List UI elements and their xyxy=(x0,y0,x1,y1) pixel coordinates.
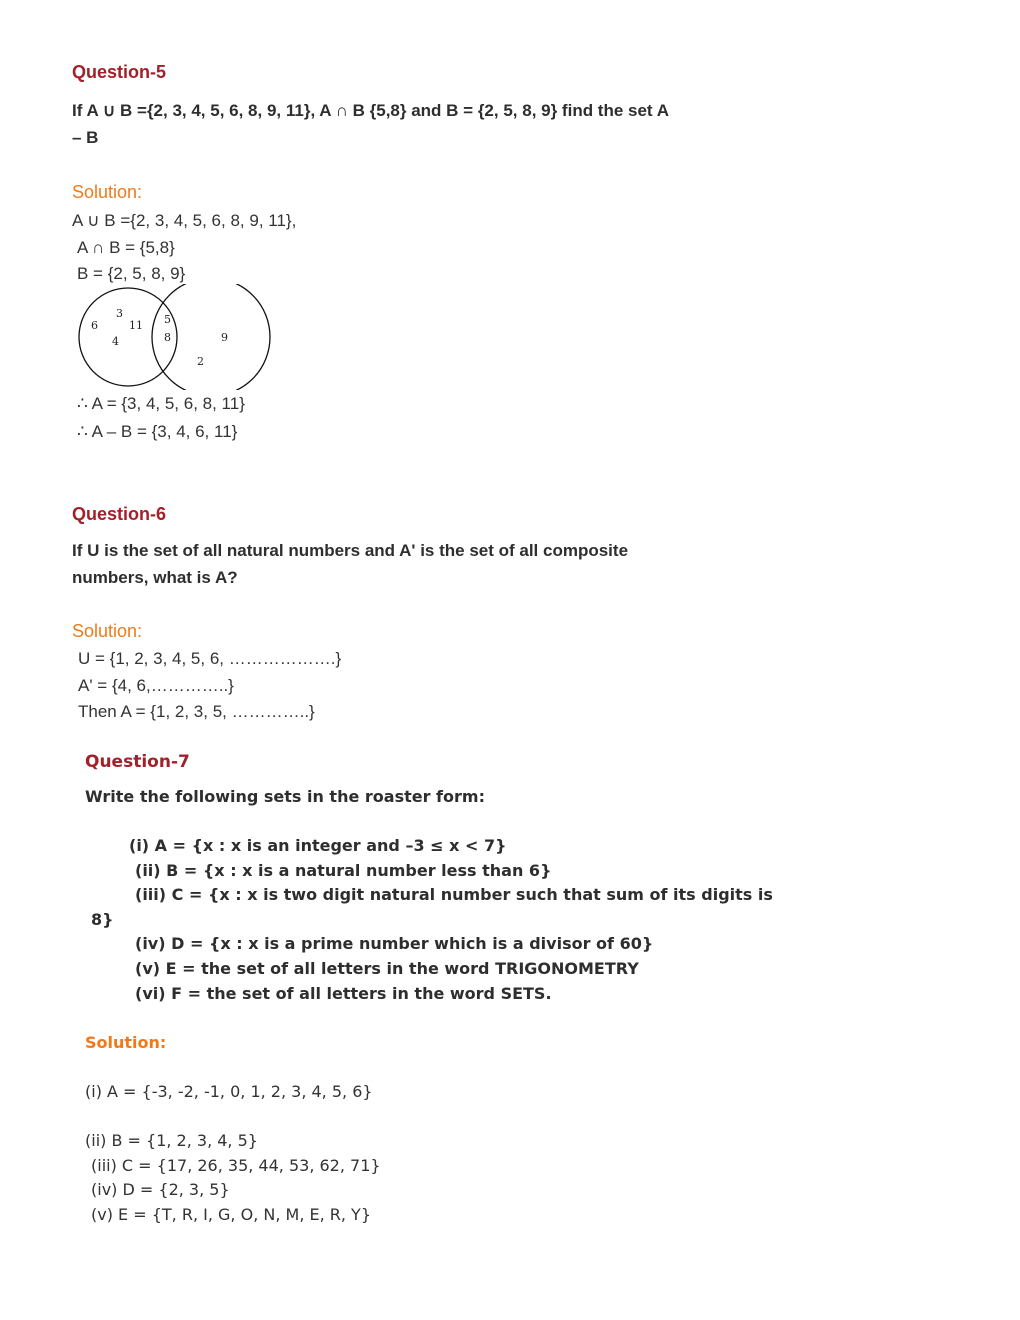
venn-a-only-4: 4 xyxy=(112,335,119,348)
q6-complement-line: A' = {4, 6,…………..} xyxy=(78,676,234,695)
venn-diagram xyxy=(70,284,280,390)
venn-a-only-6: 6 xyxy=(91,319,98,332)
question-7-text: Write the following sets in the roaster form: xyxy=(85,787,485,806)
question-6-heading: Question-6 xyxy=(72,504,167,524)
q7-answer-iii: (iii) C = {17, 26, 35, 44, 53, 62, 71} xyxy=(91,1156,381,1175)
question-6-solution-label: Solution: xyxy=(72,621,143,641)
q7-item-v: (v) E = the set of all letters in the word TRIGONOMETRY xyxy=(135,959,639,978)
question-7-solution-label: Solution: xyxy=(85,1033,167,1052)
q5-result-a: ∴ A = {3, 4, 5, 6, 8, 11} xyxy=(77,394,245,413)
q7-answer-i: (i) A = {-3, -2, -1, 0, 1, 2, 3, 4, 5, 6} xyxy=(85,1082,373,1101)
venn-b-only-9: 9 xyxy=(221,331,228,344)
venn-b-only-2: 2 xyxy=(197,355,204,368)
q6-universal-set-line: U = {1, 2, 3, 4, 5, 6, ……………….} xyxy=(78,649,342,668)
venn-intersection-5: 5 xyxy=(164,313,171,326)
q7-item-iii: (iii) C = {x : x is two digit natural number such that sum of its digits is xyxy=(135,885,773,904)
q5-result-a-minus-b: ∴ A – B = {3, 4, 6, 11} xyxy=(77,422,238,441)
q5-intersection-line: A ∩ B = {5,8} xyxy=(77,238,175,257)
venn-intersection-8: 8 xyxy=(164,331,171,344)
q7-item-iv: (iv) D = {x : x is a prime number which is a divisor of 60} xyxy=(135,934,654,953)
question-6-text-line2: numbers, what is A? xyxy=(72,568,238,587)
question-5-text-line2: – B xyxy=(72,128,99,147)
venn-a-only-3: 3 xyxy=(116,307,123,320)
q7-item-iii-continued: 8} xyxy=(91,910,114,929)
q7-item-i: (i) A = {x : x is an integer and –3 ≤ x < 7} xyxy=(129,836,507,855)
q7-answer-ii: (ii) B = {1, 2, 3, 4, 5} xyxy=(85,1131,258,1150)
q7-answer-iv: (iv) D = {2, 3, 5} xyxy=(91,1180,230,1199)
q5-union-line: A ∪ B ={2, 3, 4, 5, 6, 8, 9, 11}, xyxy=(72,211,297,230)
q5-set-b-line: B = {2, 5, 8, 9} xyxy=(77,264,186,283)
q7-item-ii: (ii) B = {x : x is a natural number less than 6} xyxy=(135,861,552,880)
question-5-heading: Question-5 xyxy=(72,62,167,82)
venn-a-only-11: 11 xyxy=(129,319,143,332)
q6-result-line: Then A = {1, 2, 3, 5, …………..} xyxy=(78,702,315,721)
question-6-text-line1: If U is the set of all natural numbers and A' is the set of all composite xyxy=(72,541,629,560)
q7-answer-v: (v) E = {T, R, I, G, O, N, M, E, R, Y} xyxy=(91,1205,372,1224)
question-5-text-line1: If A ∪ B ={2, 3, 4, 5, 6, 8, 9, 11}, A ∩ B {5,8} and B = {2, 5, 8, 9} find the set A xyxy=(72,101,669,120)
question-5-solution-label: Solution: xyxy=(72,182,143,202)
question-7-heading: Question-7 xyxy=(85,752,190,772)
q7-item-vi: (vi) F = the set of all letters in the word SETS. xyxy=(135,984,552,1003)
